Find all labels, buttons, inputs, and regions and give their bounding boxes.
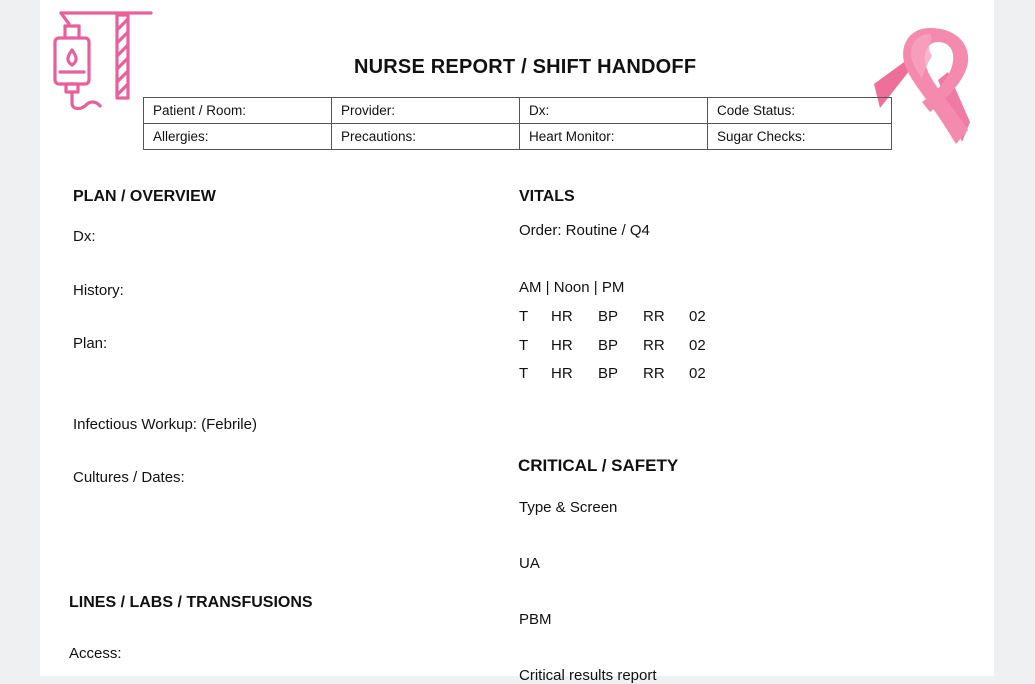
page-title: NURSE REPORT / SHIFT HANDOFF: [354, 56, 697, 78]
o2-label: 02: [689, 308, 706, 325]
o2-label: 02: [689, 337, 706, 354]
rr-label: RR: [643, 365, 665, 382]
rr-label: RR: [643, 308, 665, 325]
temp-label: T: [519, 308, 529, 325]
ua-label: UA: [519, 555, 540, 572]
vitals-order: Order: Routine / Q4: [519, 222, 650, 239]
iv-drip-icon: [51, 10, 156, 116]
code-status-cell[interactable]: Code Status:: [708, 98, 892, 124]
bp-label: BP: [598, 365, 619, 382]
hr-label: HR: [551, 337, 573, 354]
bp-label: BP: [598, 337, 619, 354]
vitals-heading: VITALS: [519, 188, 575, 205]
rr-label: RR: [643, 337, 665, 354]
heart-monitor-cell[interactable]: Heart Monitor:: [520, 124, 708, 150]
sugar-checks-cell[interactable]: Sugar Checks:: [708, 124, 892, 150]
temp-label: T: [519, 337, 529, 354]
o2-label: 02: [689, 365, 706, 382]
critical-results-label: Critical results report: [519, 667, 657, 684]
critical-safety-heading: CRITICAL / SAFETY: [518, 456, 679, 475]
document-page: [40, 0, 994, 684]
bp-label: BP: [598, 308, 619, 325]
provider-cell[interactable]: Provider:: [332, 98, 520, 124]
history-label: History:: [73, 282, 124, 299]
dx-cell[interactable]: Dx:: [520, 98, 708, 124]
type-screen-label: Type & Screen: [519, 499, 618, 516]
hr-label: HR: [551, 308, 573, 325]
precautions-cell[interactable]: Precautions:: [332, 124, 520, 150]
patient-info-table: [143, 97, 892, 150]
cultures-dates-label: Cultures / Dates:: [73, 469, 185, 486]
infectious-workup-label: Infectious Workup: (Febrile): [73, 416, 257, 433]
plan-label: Plan:: [73, 335, 108, 352]
table-row: [144, 98, 892, 124]
lines-labs-heading: LINES / LABS / TRANSFUSIONS: [69, 594, 313, 611]
access-label: Access:: [69, 645, 122, 662]
plan-overview-heading: PLAN / OVERVIEW: [73, 188, 216, 205]
patient-room-cell[interactable]: Patient / Room:: [144, 98, 332, 124]
vitals-times: AM | Noon | PM: [519, 279, 625, 296]
plan-dx-label: Dx:: [73, 228, 96, 245]
pbm-label: PBM: [519, 611, 552, 628]
table-row: [144, 124, 892, 150]
allergies-cell[interactable]: Allergies:: [144, 124, 332, 150]
hr-label: HR: [551, 365, 573, 382]
temp-label: T: [519, 365, 529, 382]
